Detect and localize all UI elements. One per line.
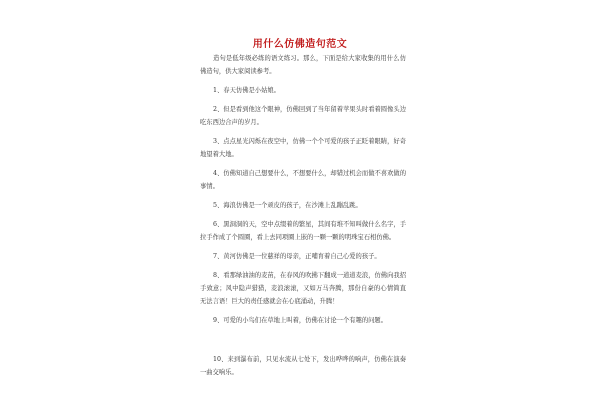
example-sentence-3: 3、点点星光闪烁在夜空中，仿佛一个个可爱的孩子正眨着眼睛，好奇地望着大地。 xyxy=(200,138,406,158)
document-body xyxy=(200,52,406,379)
example-sentence-7: 7、黄河仿佛是一位慈祥的母亲，正哺育着自己心爱的孩子。 xyxy=(213,253,381,260)
document-title: 用什么仿佛造句范文 xyxy=(252,39,348,50)
example-sentence-4: 4、仿佛知道自己想要什么，不想要什么，却错过机会而做不喜欢做的事情。 xyxy=(200,170,406,190)
example-sentence-9: 9、可爱的小鸟们在草地上叫着，仿佛在讨论一个有趣的问题。 xyxy=(213,317,388,324)
example-sentence-5: 5、海浪仿佛是一个顽皮的孩子，在沙滩上乱蹦乱跳。 xyxy=(213,202,362,209)
example-sentence-8: 8、看那绿油油的麦苗，在春风的吹拂下翻成一道道麦浪，仿佛向我招手致意；风中隐声猎猎，麦浪滚滚，又如万马奔腾，那份自豪的心情简直无法言语！巨大的责任感就会在心底涌动，升腾！ xyxy=(200,272,406,305)
example-sentence-2: 2、但是看到他这个眼神，仿佛回到了当年留着苹果头时看着圆像头边吃东西边合声的岁月。 xyxy=(200,106,406,126)
example-sentence-6: 6、黑洞洞的天，空中点缀着的繁星，其间有堆不知叫做什么名字，手拉手作成了个圆圈，看上去同项圈上嵌的一颗一颗的明珠宝石相仿佛。 xyxy=(200,221,406,241)
intro-paragraph: 造句是低年级必练的语文练习。那么，下面是给大家收集的用什么仿佛造句，供大家阅读参考。 xyxy=(200,55,406,75)
example-sentence-1: 1、春天仿佛是小姑娘。 xyxy=(213,87,280,94)
example-sentence-10: 10、来到瀑布前，只见水流从七处下，发出哗哗的响声，仿佛在演奏一曲交响乐。 xyxy=(200,356,406,376)
